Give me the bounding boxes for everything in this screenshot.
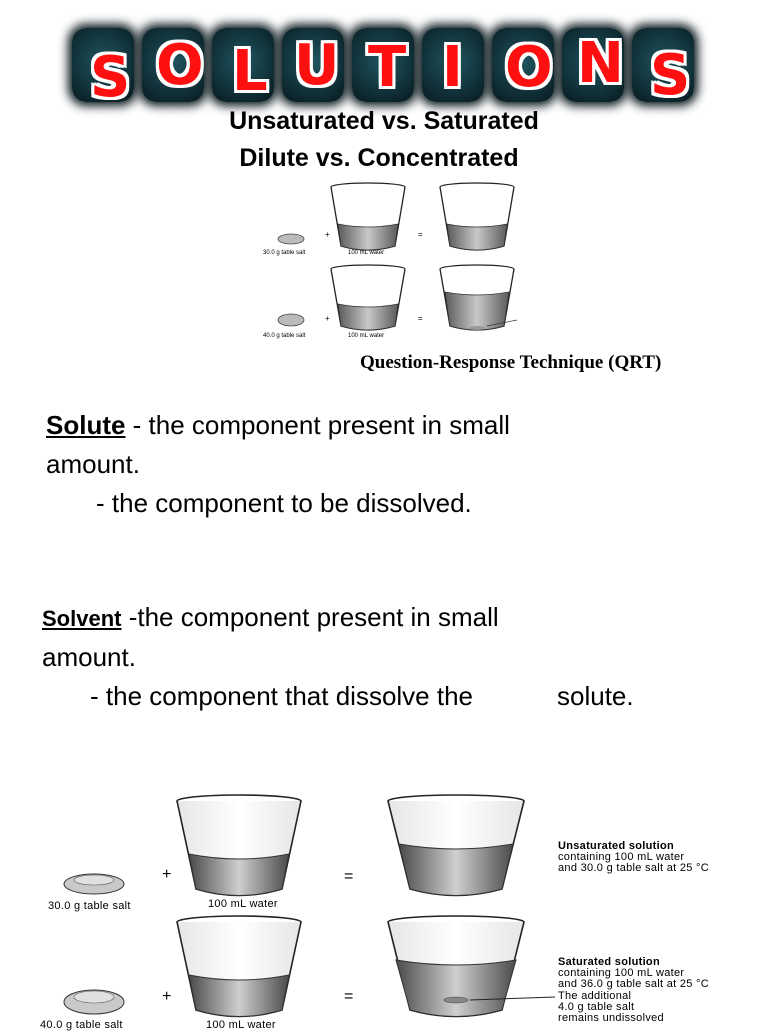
small-beaker-figure: [255, 180, 525, 348]
solute-term: Solute: [46, 410, 126, 440]
title-letter: S: [650, 43, 691, 108]
undissolved-line-3: remains undissolved: [558, 1012, 664, 1024]
solute-line-3: - the component to be dissolved.: [96, 488, 472, 518]
saturated-title: Saturated solution: [558, 956, 660, 968]
plus-sign: +: [325, 230, 330, 239]
solute-definition: [46, 406, 746, 523]
title-letter: O: [156, 33, 204, 98]
undissolved-note: [558, 991, 664, 1024]
large-beaker-figure: [0, 792, 768, 1031]
equals-sign: =: [418, 230, 423, 239]
title-letter: U: [294, 33, 340, 98]
subtitle-unsaturated-saturated: Unsaturated vs. Saturated: [229, 107, 539, 135]
solvent-line-2: amount.: [42, 642, 136, 672]
solvent-line-3b: solute.: [557, 681, 634, 711]
title-letter: O: [505, 35, 553, 100]
qrt-caption: Question-Response Technique (QRT): [360, 352, 662, 373]
title-banner: [72, 28, 692, 110]
beaker-icon: [440, 265, 517, 330]
beaker-icon: [331, 183, 405, 250]
title-letter: S: [90, 45, 131, 110]
solvent-line-3a: - the component that dissolve the: [90, 681, 474, 711]
title-letter: N: [577, 31, 624, 96]
equals-sign: =: [344, 988, 354, 1005]
beaker-icon: [331, 265, 405, 330]
undissolved-line-2: 4.0 g table salt: [558, 1001, 635, 1013]
title-letter: I: [442, 35, 463, 100]
unsaturated-line-2: containing 100 mL water: [558, 851, 685, 863]
salt-pile-icon: [64, 990, 124, 1014]
water-label: 100 mL water: [208, 898, 278, 910]
salt-pile-icon: [64, 874, 124, 894]
unsaturated-line-3: and 30.0 g table salt at 25 °C: [558, 862, 709, 874]
solvent-definition: [42, 598, 762, 716]
plus-sign: +: [325, 314, 330, 323]
saturated-note: [558, 957, 709, 990]
beaker-icon: [440, 183, 514, 250]
equals-sign: =: [344, 868, 354, 885]
salt-pile-icon: [278, 314, 304, 326]
unsaturated-title: Unsaturated solution: [558, 840, 675, 852]
solvent-line-1: -the component present in small: [121, 602, 499, 632]
solvent-term: Solvent: [42, 606, 122, 631]
water-label: 100 mL water: [348, 250, 385, 256]
solute-line-2: amount.: [46, 449, 140, 479]
solute-line-1: - the component present in small: [125, 410, 510, 440]
plus-sign: +: [162, 988, 172, 1005]
subtitle-dilute-concentrated: Dilute vs. Concentrated: [239, 144, 519, 172]
salt-label: 30.0 g table salt: [263, 250, 306, 256]
title-letter: L: [232, 39, 268, 104]
saturated-line-3: and 36.0 g table salt at 25 °C: [558, 978, 709, 990]
salt-pile-icon: [278, 234, 304, 244]
title-letter: T: [368, 35, 407, 100]
beaker-icon: [177, 916, 301, 1017]
beaker-icon: [388, 795, 524, 896]
small-beaker-illustration: [255, 180, 525, 348]
saturated-line-2: containing 100 mL water: [558, 967, 685, 979]
undissolved-line-1: The additional: [558, 990, 632, 1002]
salt-label: 30.0 g table salt: [48, 900, 131, 912]
water-label: 100 mL water: [348, 333, 385, 339]
beaker-icon: [388, 916, 555, 1017]
equals-sign: =: [418, 314, 423, 323]
water-label: 100 mL water: [206, 1019, 276, 1031]
salt-label: 40.0 g table salt: [40, 1019, 123, 1031]
unsaturated-note: [558, 841, 709, 874]
plus-sign: +: [162, 866, 172, 883]
beaker-icon: [177, 795, 301, 896]
salt-label: 40.0 g table salt: [263, 333, 306, 339]
